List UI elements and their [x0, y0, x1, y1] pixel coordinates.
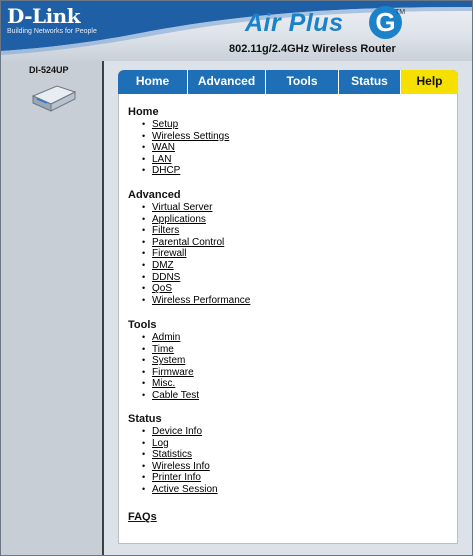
- help-section-home: [128, 106, 229, 177]
- list-item: [128, 484, 218, 496]
- link-dmz[interactable]: DMZ: [152, 259, 174, 271]
- list-item: [128, 283, 250, 295]
- logo-name: D-Link: [7, 4, 81, 28]
- link-setup[interactable]: Setup: [152, 119, 179, 130]
- list-item: [128, 214, 250, 226]
- list-item: [128, 119, 229, 131]
- list-item: [128, 378, 199, 390]
- status-links: [128, 426, 218, 496]
- tools-links: [128, 332, 199, 402]
- link-admin[interactable]: Admin: [152, 332, 181, 343]
- help-section-advanced: [128, 189, 250, 306]
- section-title-tools: Tools: [128, 319, 157, 331]
- list-item: [128, 237, 250, 249]
- list-item: [128, 272, 250, 284]
- link-lan[interactable]: LAN: [152, 153, 172, 165]
- link-system[interactable]: System: [152, 355, 186, 367]
- tab-advanced[interactable]: Advanced: [188, 70, 266, 94]
- help-section-tools: [128, 319, 199, 402]
- link-wireless-info[interactable]: Wireless Info: [152, 460, 210, 472]
- list-item: [128, 438, 218, 450]
- link-active-session[interactable]: Active Session: [152, 483, 218, 495]
- help-section-status: [128, 413, 218, 496]
- list-item: [128, 260, 250, 272]
- list-item: [128, 390, 199, 402]
- list-item: [128, 355, 199, 367]
- section-title-advanced: Advanced: [128, 189, 181, 201]
- link-ddns[interactable]: DDNS: [152, 271, 181, 283]
- list-item: [128, 165, 229, 177]
- airplus-g-brand: [245, 9, 415, 39]
- link-printer-info[interactable]: Printer Info: [152, 472, 201, 484]
- link-wan[interactable]: WAN: [152, 142, 175, 154]
- tab-status[interactable]: Status: [339, 70, 401, 94]
- help-content: [118, 94, 458, 544]
- main-panel: [104, 61, 472, 555]
- link-device-info[interactable]: Device Info: [152, 426, 203, 437]
- link-log[interactable]: Log: [152, 437, 169, 449]
- list-item: [128, 154, 229, 166]
- dlink-logo: [7, 5, 97, 36]
- link-wireless-performance[interactable]: Wireless Performance: [152, 294, 251, 306]
- list-item: [128, 142, 229, 154]
- list-item: [128, 472, 218, 484]
- link-statistics[interactable]: Statistics: [152, 449, 193, 461]
- list-item: [128, 426, 218, 438]
- product-subtitle: 802.11g/2.4GHz Wireless Router: [229, 43, 396, 55]
- brand-g-badge: G: [369, 6, 402, 39]
- link-cable-test[interactable]: Cable Test: [152, 389, 200, 401]
- link-qos[interactable]: QoS: [152, 283, 173, 295]
- list-item: [128, 248, 250, 260]
- section-title-home: Home: [128, 106, 159, 118]
- trademark-mark: TM: [395, 9, 406, 16]
- nav-tabs: [118, 70, 458, 94]
- link-time[interactable]: Time: [152, 343, 174, 355]
- list-item: [128, 461, 218, 473]
- sidebar: [1, 61, 104, 555]
- link-parental-control[interactable]: Parental Control: [152, 236, 225, 248]
- link-applications[interactable]: Applications: [152, 213, 206, 225]
- link-firewall[interactable]: Firewall: [152, 248, 187, 260]
- model-label: DI-524UP: [29, 65, 69, 75]
- link-wireless-settings[interactable]: Wireless Settings: [152, 130, 230, 142]
- list-item: [128, 295, 250, 307]
- advanced-links: [128, 202, 250, 306]
- list-item: [128, 332, 199, 344]
- list-item: [128, 367, 199, 379]
- tab-help[interactable]: Help: [401, 70, 458, 94]
- brand-name: Air Plus: [245, 9, 344, 37]
- list-item: [128, 131, 229, 143]
- list-item: [128, 202, 250, 214]
- link-dhcp[interactable]: DHCP: [152, 165, 181, 177]
- tab-home[interactable]: Home: [118, 70, 188, 94]
- list-item: [128, 344, 199, 356]
- link-misc[interactable]: Misc.: [152, 378, 176, 390]
- link-filters[interactable]: Filters: [152, 225, 180, 237]
- help-section-faqs: [128, 507, 157, 525]
- router-device-icon: [27, 78, 79, 118]
- list-item: [128, 449, 218, 461]
- logo-tagline: Building Networks for People: [7, 28, 97, 35]
- link-virtual-server[interactable]: Virtual Server: [152, 202, 213, 213]
- header-banner: [1, 1, 472, 61]
- link-faqs[interactable]: FAQs: [128, 511, 157, 523]
- home-links: [128, 119, 229, 177]
- link-firmware[interactable]: Firmware: [152, 366, 194, 378]
- list-item: [128, 225, 250, 237]
- tab-tools[interactable]: Tools: [266, 70, 339, 94]
- section-title-status: Status: [128, 413, 162, 425]
